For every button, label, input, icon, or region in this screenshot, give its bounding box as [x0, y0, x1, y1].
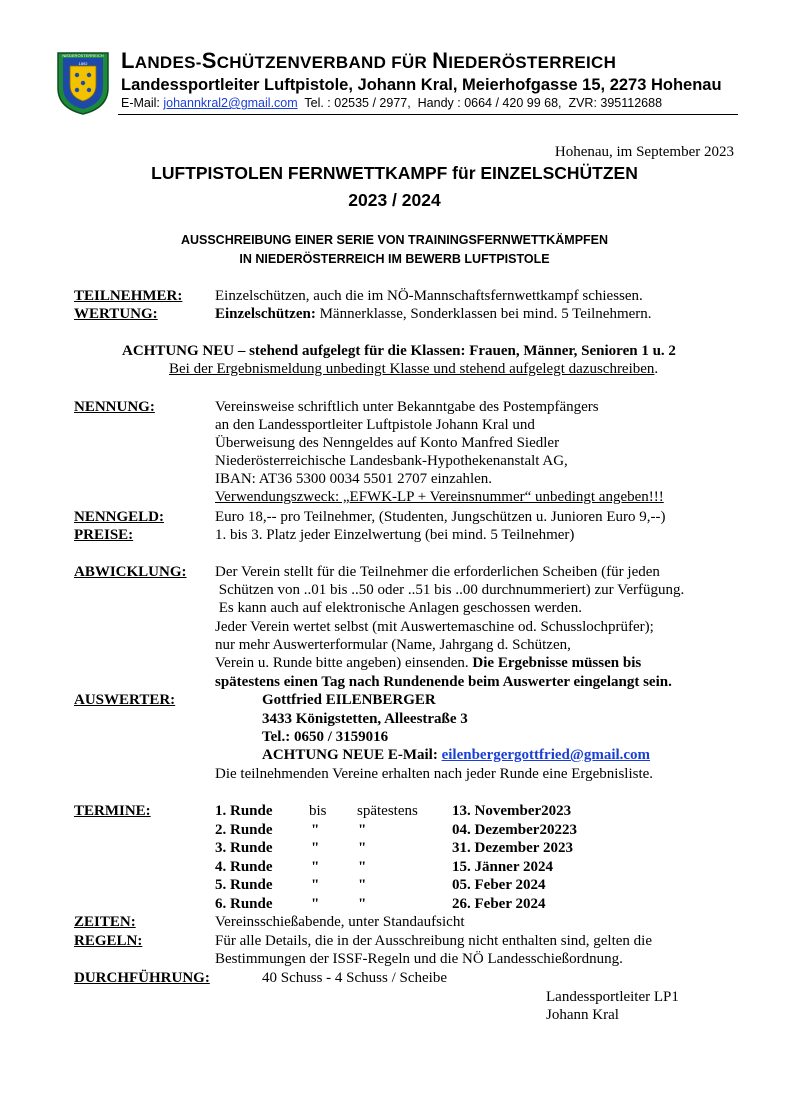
header-divider	[118, 114, 738, 115]
abwicklung-label: ABWICKLUNG:	[74, 564, 187, 580]
auswerter-email-line: ACHTUNG NEUE E-Mail: eilenbergergottfried@gmail.com	[262, 747, 651, 763]
preise-text: 1. bis 3. Platz jeder Einzelwertung (bei mind. 5 Teilnehmer)	[215, 527, 575, 543]
termine-runde: 6. Runde	[215, 896, 273, 912]
nenngeld-label: NENNGELD:	[74, 509, 165, 525]
nennung-line: an den Landessportleiter Luftpistole Johann Kral und	[215, 417, 535, 433]
document-title: LUFTPISTOLEN FERNWETTKAMPF für EINZELSCHÜTZEN	[151, 163, 638, 183]
termine-runde: 4. Runde	[215, 859, 273, 875]
auswerter-name: Gottfried EILENBERGER	[262, 692, 436, 708]
termine-datum: 31. Dezember 2023	[452, 840, 573, 856]
wertung-text: Einzelschützen: Männerklasse, Sonderklassen bei mind. 5 Teilnehmern.	[215, 306, 652, 322]
nennung-label: NENNUNG:	[74, 399, 155, 415]
dateline: Hohenau, im September 2023	[554, 144, 734, 160]
nennung-purpose: Verwendungszweck: „EFWK-LP + Vereinsnummer“ unbedingt angeben!!!	[215, 489, 664, 505]
document-subtitle-line2: IN NIEDERÖSTERREICH IM BEWERB LUFTPISTOLE	[239, 252, 550, 266]
termine-bis: "	[311, 877, 320, 893]
nennung-line: Überweisung des Nenngeldes auf Konto Manfred Siedler	[215, 435, 560, 451]
association-crest-logo	[55, 50, 111, 116]
termine-datum: 13. November2023	[452, 803, 572, 819]
nennung-line: Vereinsweise schriftlich unter Bekanntgabe des Postempfängers	[215, 399, 599, 415]
wertung-label: WERTUNG:	[74, 306, 158, 322]
termine-bis: "	[311, 840, 320, 856]
association-name: LANDES-SCHÜTZENVERBAND FÜR NIEDERÖSTERREICH	[121, 48, 617, 73]
termine-bis: "	[311, 822, 320, 838]
termine-datum: 05. Feber 2024	[452, 877, 546, 893]
zeiten-label: ZEITEN:	[74, 914, 136, 930]
email-link[interactable]: johannkral2@gmail.com	[163, 96, 298, 110]
termine-bis: bis	[309, 803, 327, 819]
regeln-text: Für alle Details, die in der Ausschreibung nicht enthalten sind, gelten die	[215, 933, 652, 949]
termine-datum: 15. Jänner 2024	[452, 859, 553, 875]
document-season: 2023 / 2024	[348, 190, 441, 210]
termine-runde: 2. Runde	[215, 822, 273, 838]
termine-runde: 1. Runde	[215, 803, 273, 819]
termine-bis: "	[311, 859, 320, 875]
regeln-label: REGELN:	[74, 933, 143, 949]
durchfuehrung-label: DURCHFÜHRUNG:	[74, 970, 210, 986]
signature-name: Johann Kral	[546, 1007, 619, 1023]
regeln-text: Bestimmungen der ISSF-Regeln und die NÖ Landesschießordnung.	[215, 951, 623, 967]
termine-spaetestens: "	[358, 859, 367, 875]
abwicklung-line: Jeder Verein wertet selbst (mit Auswertemaschine od. Schusslochprüfer);	[215, 619, 654, 635]
auswerter-address: 3433 Königstetten, Alleestraße 3	[262, 711, 468, 727]
auswerter-phone: Tel.: 0650 / 3159016	[262, 729, 389, 745]
achtung-notice: ACHTUNG NEU – stehend aufgelegt für die Klassen: Frauen, Männer, Senioren 1 u. 2	[122, 343, 676, 359]
termine-spaetestens: "	[358, 877, 367, 893]
preise-label: PREISE:	[74, 527, 134, 543]
auswerter-note: Die teilnehmenden Vereine erhalten nach jeder Runde eine Ergebnisliste.	[215, 766, 654, 782]
abwicklung-line: Der Verein stellt für die Teilnehmer die erforderlichen Scheiben (für jeden	[215, 564, 660, 580]
termine-runde: 3. Runde	[215, 840, 273, 856]
termine-datum: 26. Feber 2024	[452, 896, 546, 912]
durchfuehrung-text: 40 Schuss - 4 Schuss / Scheibe	[262, 970, 447, 986]
termine-spaetestens: "	[358, 896, 367, 912]
auswerter-label: AUSWERTER:	[74, 692, 176, 708]
nenngeld-text: Euro 18,-- pro Teilnehmer, (Studenten, Jungschützen u. Junioren Euro 9,--)	[215, 509, 666, 525]
termine-spaetestens: spätestens	[357, 803, 418, 819]
document-subtitle-line1: AUSSCHREIBUNG EINER SERIE VON TRAININGSFERNWETTKÄMPFEN	[180, 233, 609, 247]
signature-role: Landessportleiter LP1	[546, 989, 679, 1005]
abwicklung-line: Verein u. Runde bitte angeben) einsenden. Die Ergebnisse müssen bis	[215, 655, 642, 671]
association-contact: E-Mail: johannkral2@gmail.com Tel. : 02535 / 2977, Handy : 0664 / 420 99 68, ZVR: 395112688	[121, 96, 663, 110]
svg-text:1892: 1892	[78, 61, 88, 66]
svg-text:NIEDERÖSTERREICH: NIEDERÖSTERREICH	[62, 53, 104, 58]
abwicklung-deadline: spätestens einen Tag nach Rundenende beim Auswerter eingelangt sein.	[215, 674, 672, 690]
termine-runde: 5. Runde	[215, 877, 273, 893]
abwicklung-line: nur mehr Auswerterformular (Name, Jahrgang d. Schützen,	[215, 637, 571, 653]
termine-bis: "	[311, 896, 320, 912]
termine-datum: 04. Dezember20223	[452, 822, 577, 838]
association-address: Landessportleiter Luftpistole, Johann Kral, Meierhofgasse 15, 2273 Hohenau	[121, 76, 722, 94]
teilnehmer-label: TEILNEHMER:	[74, 288, 183, 304]
teilnehmer-text: Einzelschützen, auch die im NÖ-Mannschaftsfernwettkampf schiessen.	[215, 288, 643, 304]
zeiten-text: Vereinsschießabende, unter Standaufsicht	[215, 914, 465, 930]
abwicklung-line: Schützen von ..01 bis ..50 oder ..51 bis ..00 durchnummeriert) zur Verfügung.	[215, 582, 685, 598]
nennung-line: Niederösterreichische Landesbank-Hypothekenanstalt AG,	[215, 453, 568, 469]
auswerter-email-link[interactable]: eilenbergergottfried@gmail.com	[441, 747, 651, 763]
abwicklung-line: Es kann auch auf elektronische Anlagen geschossen werden.	[215, 600, 582, 616]
nennung-iban: IBAN: AT36 5300 0034 5501 2707 einzahlen.	[215, 471, 493, 487]
termine-label: TERMINE:	[74, 803, 151, 819]
achtung-instruction: Bei der Ergebnismeldung unbedingt Klasse und stehend aufgelegt dazuschreiben.	[169, 361, 659, 377]
termine-spaetestens: "	[358, 840, 367, 856]
termine-spaetestens: "	[358, 822, 367, 838]
